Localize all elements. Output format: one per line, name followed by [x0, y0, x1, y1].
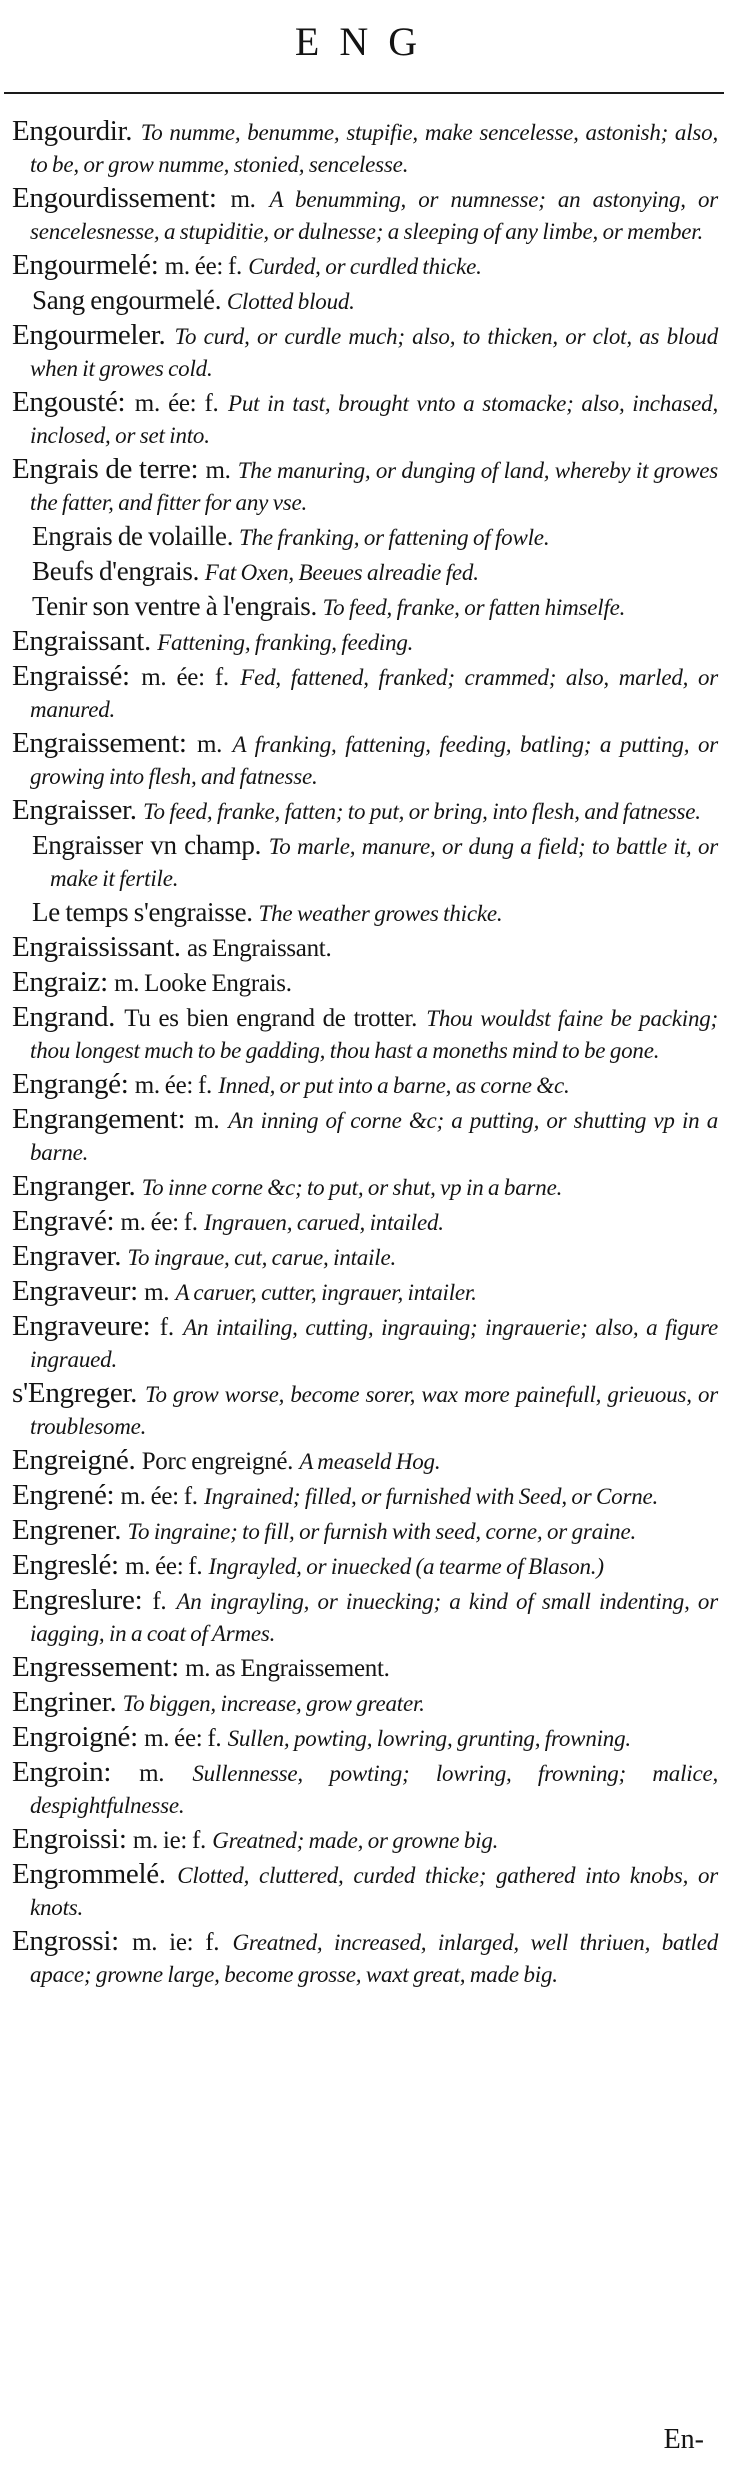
- headword: Engroissi:: [12, 1823, 127, 1855]
- headword: Engranger.: [12, 1170, 136, 1202]
- english-definition: To numme, benumme, stupifie, make sencelesse, astonish; also, to be, or grow numme, stonied, sencelesse.: [30, 120, 718, 177]
- english-definition: An inning of corne &c; a putting, or shutting vp in a barne.: [30, 1108, 719, 1165]
- grammar-note: m.: [205, 457, 231, 484]
- english-definition: To curd, or curdle much; also, to thicken, or clot, as bloud when it growes cold.: [30, 324, 718, 381]
- sub-entry: [32, 521, 718, 553]
- headword: Beufs d'engrais.: [32, 556, 200, 586]
- grammar-note: Porc engreigné.: [141, 1448, 294, 1475]
- headword: Engraveure:: [12, 1310, 151, 1342]
- grammar-note: m. ée: f.: [164, 253, 242, 280]
- grammar-note: m. ie: f.: [132, 1929, 220, 1956]
- headword: Engrand.: [12, 1001, 116, 1033]
- headword: Engrangement:: [12, 1103, 186, 1135]
- headword: Engraissé:: [12, 660, 130, 692]
- dictionary-entry: [12, 1171, 718, 1203]
- headword: Engraisser vn champ.: [32, 830, 262, 860]
- english-definition: Sullen, powting, lowring, grunting, frowning.: [227, 1726, 631, 1751]
- dictionary-entry: [12, 1206, 718, 1238]
- grammar-note: m. Looke Engrais.: [114, 970, 292, 997]
- dictionary-entry: [12, 1687, 718, 1719]
- grammar-note: as Engraissant.: [186, 935, 332, 962]
- grammar-note: m. ie: f.: [132, 1827, 206, 1854]
- english-definition: A benumming, or numnesse; an astonying, or sencelesnesse, a stupiditie, or dulnesse; a sleeping of any limbe, or member.: [30, 187, 719, 244]
- english-definition: Ingrained; filled, or furnished with Seed, or Corne.: [204, 1484, 659, 1509]
- headword: Engrommelé.: [12, 1858, 166, 1890]
- dictionary-entry: [12, 1585, 718, 1649]
- headword: Sang engourmelé.: [32, 285, 222, 315]
- grammar-note: m.: [194, 1107, 220, 1134]
- grammar-note: m. ée: f.: [120, 1483, 198, 1510]
- headword: Engressement:: [12, 1651, 179, 1683]
- headword: Engourmeler.: [12, 319, 166, 351]
- dictionary-entry: [12, 454, 718, 518]
- sub-entry: [32, 556, 718, 588]
- headword: Tenir son ventre à l'engrais.: [32, 591, 317, 621]
- english-definition: The franking, or fattening of fowle.: [238, 525, 550, 550]
- dictionary-entry: [12, 661, 718, 725]
- headword: Engraveur:: [12, 1275, 138, 1307]
- english-definition: A franking, fattening, feeding, batling; a putting, or growing into flesh, and fatnesse.: [30, 732, 719, 789]
- grammar-note: m. ée: f.: [120, 1209, 198, 1236]
- sub-entry: [32, 591, 718, 623]
- grammar-note: m.: [139, 1760, 165, 1787]
- dictionary-entry: [12, 250, 718, 282]
- dictionary-entry: [12, 728, 718, 792]
- headword: Engravé:: [12, 1205, 115, 1237]
- english-definition: To marle, manure, or dung a field; to battle it, or make it fertile.: [50, 834, 719, 891]
- header-rule: [4, 92, 724, 94]
- headword: Engrais de terre:: [12, 453, 199, 485]
- dictionary-entry: [12, 1652, 718, 1684]
- grammar-note: Tu es bien engrand de trotter.: [124, 1005, 418, 1032]
- dictionary-entry: [12, 967, 718, 999]
- dictionary-entry: [12, 626, 718, 658]
- dictionary-entry: [12, 1002, 718, 1066]
- dictionary-entry: [12, 1859, 718, 1923]
- sub-entry: [32, 897, 718, 929]
- dictionary-entry: [12, 387, 718, 451]
- english-definition: Thou wouldst faine be packing; thou longest much to be gadding, thou hast a moneths mind to be gone.: [30, 1006, 719, 1063]
- english-definition: Ingrayled, or inuecked (a tearme of Blason.): [208, 1554, 604, 1579]
- headword: Engroin:: [12, 1756, 112, 1788]
- english-definition: Clotted, cluttered, curded thicke; gathered into knobs, or knots.: [30, 1863, 718, 1920]
- english-definition: Fat Oxen, Beeues alreadie fed.: [204, 560, 479, 585]
- english-definition: To feed, franke, or fatten himselfe.: [322, 595, 626, 620]
- sub-entry: [32, 285, 718, 317]
- grammar-note: f.: [159, 1314, 174, 1341]
- english-definition: Curded, or curdled thicke.: [248, 254, 482, 279]
- english-definition: To feed, franke, fatten; to put, or bring, into flesh, and fatnesse.: [143, 799, 701, 824]
- english-definition: Fattening, franking, feeding.: [157, 630, 414, 655]
- english-definition: To ingraue, cut, carue, intaile.: [127, 1245, 397, 1270]
- headword: Engriner.: [12, 1686, 117, 1718]
- dictionary-entry: [12, 795, 718, 827]
- running-header: ENG: [294, 19, 438, 64]
- english-definition: Sullennesse, powting; lowring, frowning; malice, despightfulnesse.: [30, 1761, 719, 1818]
- headword: Engroigné:: [12, 1721, 138, 1753]
- dictionary-entry: [12, 1824, 718, 1856]
- grammar-note: m.: [230, 186, 256, 213]
- dictionary-entry: [12, 1722, 718, 1754]
- english-definition: Fed, fattened, franked; crammed; also, marled, or manured.: [30, 665, 719, 722]
- dictionary-entry: [12, 1378, 718, 1442]
- headword: Engrais de volaille.: [32, 521, 234, 551]
- dictionary-entry: [12, 320, 718, 384]
- headword: Engourdir.: [12, 115, 133, 147]
- dictionary-entry: [12, 1276, 718, 1308]
- grammar-note: m.: [144, 1279, 170, 1306]
- headword: Engraver.: [12, 1240, 122, 1272]
- headword: Engourdissement:: [12, 182, 217, 214]
- dictionary-entry: [12, 1445, 718, 1477]
- headword: Engraiz:: [12, 966, 108, 998]
- english-definition: A measeld Hog.: [299, 1449, 441, 1474]
- english-definition: The weather growes thicke.: [258, 901, 503, 926]
- english-definition: Inned, or put into a barne, as corne &c.: [218, 1073, 570, 1098]
- headword: Engrangé:: [12, 1068, 129, 1100]
- grammar-note: m. ée: f.: [144, 1725, 222, 1752]
- english-definition: An ingrayling, or inuecking; a kind of small indenting, or iagging, in a coat of Armes.: [30, 1589, 718, 1646]
- headword: Engourmelé:: [12, 249, 159, 281]
- dictionary-entry: [12, 1926, 718, 1990]
- english-definition: Put in tast, brought vnto a stomacke; also, inchased, inclosed, or set into.: [30, 391, 719, 448]
- english-definition: Greatned; made, or growne big.: [212, 1828, 499, 1853]
- headword: Le temps s'engraisse.: [32, 897, 253, 927]
- dictionary-entry: [12, 116, 718, 180]
- headword: Engraisser.: [12, 794, 137, 826]
- catchword: En-: [663, 2424, 704, 2455]
- dictionary-entry: [12, 1757, 718, 1821]
- headword: Engraissant.: [12, 625, 151, 657]
- english-definition: The manuring, or dunging of land, whereby it growes the fatter, and fitter for any vse.: [30, 458, 719, 515]
- dictionary-entry: [12, 1311, 718, 1375]
- grammar-note: f.: [152, 1588, 167, 1615]
- grammar-note: m. ée: f.: [141, 664, 229, 691]
- headword: Engraissement:: [12, 727, 187, 759]
- headword: Engrené:: [12, 1479, 115, 1511]
- grammar-note: m.: [197, 731, 223, 758]
- english-definition: Ingrauen, carued, intailed.: [204, 1210, 444, 1235]
- english-definition: To grow worse, become sorer, wax more painefull, grieuous, or troublesome.: [30, 1382, 718, 1439]
- english-definition: To inne corne &c; to put, or shut, vp in a barne.: [141, 1175, 563, 1200]
- headword: Engrener.: [12, 1514, 122, 1546]
- english-definition: An intailing, cutting, ingrauing; ingrauerie; also, a figure ingraued.: [30, 1315, 719, 1372]
- headword: Engrossi:: [12, 1925, 119, 1957]
- english-definition: Clotted bloud.: [226, 289, 355, 314]
- dictionary-entry: [12, 1104, 718, 1168]
- english-definition: A caruer, cutter, ingrauer, intailer.: [175, 1280, 477, 1305]
- headword: Engreslé:: [12, 1549, 119, 1581]
- dictionary-entry: [12, 932, 718, 964]
- dictionary-entry: [12, 1480, 718, 1512]
- sub-entry: [32, 830, 718, 894]
- english-definition: To ingraine; to fill, or furnish with seed, corne, or graine.: [127, 1519, 637, 1544]
- headword: Engousté:: [12, 386, 126, 418]
- english-definition: Greatned, increased, inlarged, well thriuen, batled apace; growne large, become grosse, waxt great, made big.: [30, 1930, 719, 1987]
- dictionary-entry: [12, 1550, 718, 1582]
- headword: s'Engreger.: [12, 1377, 138, 1409]
- dictionary-entry: [12, 183, 718, 247]
- headword: Engraississant.: [12, 931, 181, 963]
- entry-list: [12, 116, 718, 1993]
- headword: Engreigné.: [12, 1444, 136, 1476]
- english-definition: To biggen, increase, grow greater.: [122, 1691, 425, 1716]
- grammar-note: m. as Engraissement.: [185, 1655, 390, 1682]
- dictionary-entry: [12, 1241, 718, 1273]
- dictionary-entry: [12, 1515, 718, 1547]
- dictionary-entry: [12, 1069, 718, 1101]
- grammar-note: m. ée: f.: [134, 1072, 212, 1099]
- headword: Engreslure:: [12, 1584, 143, 1616]
- grammar-note: m. ée: f.: [125, 1553, 203, 1580]
- grammar-note: m. ée: f.: [134, 390, 219, 417]
